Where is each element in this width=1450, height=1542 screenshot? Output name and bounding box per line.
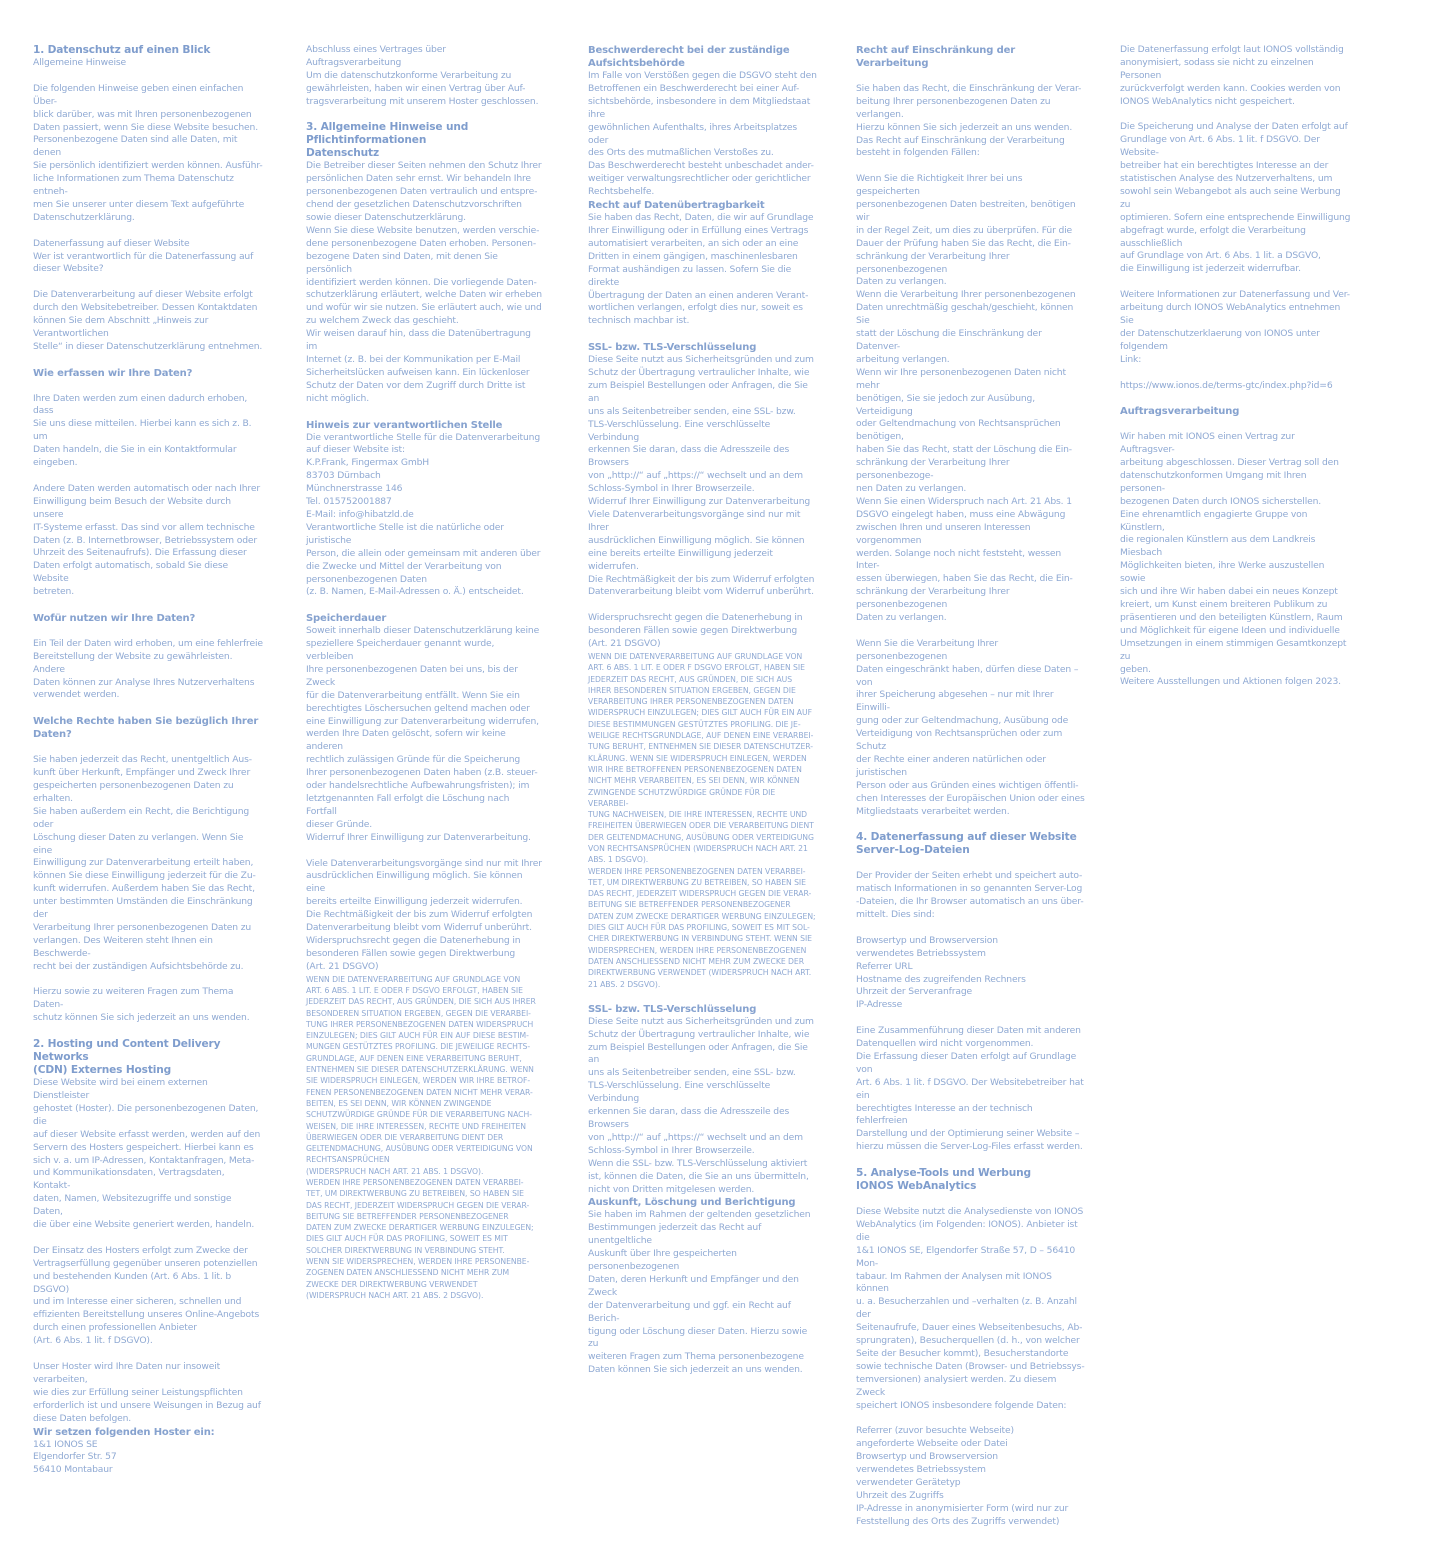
hoster-address: 1&1 IONOS SE Elgendorfer Str. 57 56410 Montabaur [33, 1438, 117, 1476]
paragraph: Soweit innerhalb dieser Datenschutzerklärung keine speziellere Speicherdauer genannt wurde, verbleiben Ihre personenbezogenen Daten bei uns, bis der Zweck für die Datenverarbeitung entfällt. Wenn Sie ein berechtigtes Löschersuchen geltend machen oder eine Einwilligung zur Datenverarbeitung widerrufen, werden Ihre Daten gelöscht, sofern wir keine anderen rechtlich zulässigen Gründe für die Speicherung Ihrer personenbezogenen Daten haben (z.B. steuer- oder handelsrechtliche Aufbewahrungsfristen); im letztgenannten Fall erfolgt die Löschung nach Fortfall dieser Gründe. Widerruf Ihrer Einwilligung zur Datenverarbeitung. [306, 625, 540, 843]
paragraph: Die Datenerfassung erfolgt laut IONOS vollständig anonymisiert, sodass sie nicht zu einzelnen Personen zurückverfolgt werden kann. Cookies werden von IONOS WebAnalytics nicht gespeichert. [1120, 44, 1344, 107]
subsection-heading: Recht auf Einschränkung der Verarbeitung [856, 45, 1016, 69]
analytics-data-list: Referrer (zuvor besuchte Webseite) angeforderte Webseite oder Datei Browsertyp und Browserversion verwendetes Betriebssystem verwendeter Gerätetyp Uhrzeit des Zugriffs IP-Adresse in anonymisierter Form (wird nur zur Feststellung des Orts des Zugriffs verwendet) [856, 1425, 1069, 1527]
section-heading: 3. Allgemeine Hinweise und Pflichtinformationen Datenschutz [306, 121, 469, 160]
ionos-terms-link[interactable]: https://www.ionos.de/terms-gtc/index.php?id=6 [1120, 379, 1333, 391]
section-heading: 5. Analyse-Tools und Werbung IONOS WebAnalytics [856, 1167, 1031, 1193]
contact-paragraph: Die verantwortliche Stelle für die Datenverarbeitung auf dieser Website ist: K.P.Frank, Fingermax GmbH 83703 Dürnbach Münchnerstrasse 146 Tel. 015752001887 E-Mail: info@hibatzld.de Verantwortliche Stelle ist die natürliche oder juristische Person, die allein oder gemeinsam mit anderen über die Zwecke und Mittel der Verarbeitung von personenbezogenen Daten (z. B. Namen, E-Mail-Adressen o. Ä.) entscheidet. [306, 431, 541, 598]
paragraph: Sie haben jederzeit das Recht, unentgeltlich Aus- kunft über Herkunft, Empfänger und Zweck Ihrer gespeicherten personenbezogenen Daten zu erhalten. Sie haben außerdem ein Recht, die Berichtigung oder Löschung dieser Daten zu verlangen. Wenn Sie eine Einwilligung zur Datenverarbeitung erteilt haben, können Sie diese Einwilligung jederzeit für die Zu- kunft widerrufen. Außerdem haben Sie das Recht, unter bestimmten Umständen die Einschränkung der Verarbeitung Ihrer personenbezogenen Daten zu verlangen. Des Weiteren steht Ihnen ein Beschwerde- recht bei der zuständigen Aufsichtsbehörde zu. [33, 754, 256, 972]
paragraph: Datenerfassung auf dieser Website Wer ist verantwortlich für die Datenerfassung auf dieser Website? [33, 237, 254, 275]
paragraph: Sie haben im Rahmen der geltenden gesetzlichen Bestimmungen jederzeit das Recht auf unentgeltliche Auskunft über Ihre gespeicherten personenbezogenen Daten, deren Herkunft und Empfänger und den Zweck der Datenverarbeitung und ggf. ein Recht auf Berich- tigung oder Löschung dieser Daten. Hierzu sowie zu weiteren Fragen zum Thema personenbezogene Daten können Sie sich jederzeit an uns wenden. [588, 1209, 811, 1376]
subsection-heading: Wofür nutzen wir Ihre Daten? [33, 612, 196, 624]
column-1 [33, 44, 263, 1490]
paragraph: Die Betreiber dieser Seiten nehmen den Schutz Ihrer persönlichen Daten sehr ernst. Wir behandeln Ihre personenbezogenen Daten vertraulich und entspre- chend der gesetzlichen Datenschutzvorschriften sowie dieser Datenschutzerklärung. Wenn Sie diese Website benutzen, werden verschie- dene personenbezogene Daten erhoben. Personen- bezogene Daten sind Daten, mit denen Sie persönlich identifiziert werden können. Die vorliegende Daten- schutzerklärung erläutert, welche Daten wir erheben und wofür wir sie nutzen. Sie erläutert auch, wie und zu welchem Zweck das geschieht. Wir weisen darauf hin, dass die Datenübertragung im Internet (z. B. bei der Kommunikation per E-Mail Sicherheitslücken aufweisen kann. Ein lückenloser Schutz der Daten vor dem Zugriff durch Dritte ist nicht möglich. [306, 160, 542, 404]
paragraph: Wenn Sie die Richtigkeit Ihrer bei uns gespeicherten personenbezogenen Daten bestreiten, benötigen wir in der Regel Zeit, um dies zu überprüfen. Für die Dauer der Prüfung haben Sie das Recht, die Ein- schränkung der Verarbeitung Ihrer personenbezogenen Daten zu verlangen. Wenn die Verarbeitung Ihrer personenbezogenen Daten unrechtmäßig geschah/geschieht, können Sie statt der Löschung die Einschränkung der Datenver- arbeitung verlangen. Wenn wir Ihre personenbezogenen Daten nicht mehr benötigen, Sie sie jedoch zur Ausübung, Verteidigung oder Geltendmachung von Rechtsansprüchen benötigen, haben Sie das Recht, statt der Löschung die Ein- schränkung der Verarbeitung Ihrer personenbezoge- nen Daten zu verlangen. Wenn Sie einen Widerspruch nach Art. 21 Abs. 1 DSGVO eingelegt haben, muss eine Abwägung zwischen Ihren und unseren Interessen vorgenommen werden. Solange noch nicht feststeht, wessen Inter- essen überwiegen, haben Sie das Recht, die Ein- schränkung der Verarbeitung Ihrer personenbezogenen Daten zu verlangen. [856, 173, 1076, 624]
subheading-text: Allgemeine Hinweise [33, 57, 127, 68]
subsection-heading: Wir setzen folgenden Hoster ein: [33, 1426, 215, 1438]
column-2 [306, 44, 542, 1314]
paragraph: Andere Daten werden automatisch oder nach Ihrer Einwilligung beim Besuch der Website durch unsere IT-Systeme erfasst. Das sind vor allem technische Daten (z. B. Internetbrowser, Betriebssystem oder Uhrzeit des Seitenaufrufs). Die Erfassung dieser Daten erfolgt automatisch, sobald Sie diese Website betreten. [33, 482, 260, 598]
paragraph: Im Falle von Verstößen gegen die DSGVO steht den Betroffenen ein Beschwerderecht bei einer Auf- sichtsbehörde, insbesondere in dem Mitgliedstaat ihre gewöhnlichen Aufenthalts, ihres Arbeitsplatzes oder des Orts des mutmaßlichen Verstoßes zu. Das Beschwerderecht besteht unbeschadet ander- weitiger verwaltungsrechtlicher oder gerichtlicher Rechtsbehelfe. [588, 70, 817, 198]
subsection-heading: Speicherdauer [306, 613, 387, 625]
paragraph: Sie haben das Recht, die Einschränkung der Verar- beitung Ihrer personenbezogenen Daten zu verlangen. Hierzu können Sie sich jederzeit an uns wenden. Das Recht auf Einschränkung der Verarbeitung besteht in folgenden Fällen: [856, 82, 1082, 159]
log-data-list: Browsertyp und Browserversion verwendetes Betriebssystem Referrer URL Hostname des zugreifenden Rechners Uhrzeit der Serveranfrage IP-Adresse [856, 934, 1026, 1011]
paragraph: Diese Seite nutzt aus Sicherheitsgründen und zum Schutz der Übertragung vertraulicher Inhalte, wie zum Beispiel Bestellungen oder Anfragen, die Sie an uns als Seitenbetreiber senden, eine SSL- bzw. TLS-Verschlüsselung. Eine verschlüsselte Verbindung erkennen Sie daran, dass die Adresszeile des Browsers von „http://“ auf „https://“ wechselt und an dem Schloss-Symbol in Ihrer Browserzeile. Widerruf Ihrer Einwilligung zur Datenverarbeitung Viele Datenverarbeitungsvorgänge sind nur mit Ihrer ausdrücklichen Einwilligung möglich. Sie können eine bereits erteilte Einwilligung jederzeit widerrufen. Die Rechtmäßigkeit der bis zum Widerruf erfolgten Datenverarbeitung bleibt vom Widerruf unberührt. [588, 354, 815, 598]
paragraph: Weitere Informationen zur Datenerfassung und Ver- arbeitung durch IONOS WebAnalytics entnehmen Sie der Datenschutzerklaerung von IONOS unter folgendem Link: [1120, 289, 1350, 365]
paragraph: Die folgenden Hinweise geben einen einfachen Über- blick darüber, was mit Ihren personenbezogenen Daten passiert, wenn Sie diese Website besuchen. Personenbezogene Daten sind alle Daten, mit denen Sie persönlich identifiziert werden können. Ausführ- liche Informationen zum Thema Datenschutz entneh- men Sie unserer unter diesem Text aufgeführte Datenschutzerklärung. [33, 82, 263, 223]
paragraph: Wenn Sie die Verarbeitung Ihrer personenbezogenen Daten eingeschränkt haben, dürfen diese Daten – von ihrer Speicherung abgesehen – nur mit Ihrer Einwilli- gung oder zur Geltendmachung, Ausübung ode Verteidigung von Rechtsansprüchen oder zum Schutz der Rechte einer anderen natürlichen oder juristischen Person oder aus Gründen eines wichtigen öffentli- chen Interesses der Europäischen Union oder eines Mitgliedstaats verarbeitet werden. [856, 637, 1085, 817]
subsection-heading: Auskunft, Löschung und Berichtigung [588, 1197, 796, 1209]
subsection-heading: Hinweis zur verantwortlichen Stelle [306, 419, 503, 431]
paragraph: Der Provider der Seiten erhebt und speichert auto- matisch Informationen in so genannten Server-Log -Dateien, die Ihr Browser automatisch an uns über- mittelt. Dies sind: [856, 870, 1084, 921]
section-heading: 2. Hosting und Content Delivery Networks (CDN) Externes Hosting [33, 1038, 221, 1077]
legal-caps-paragraph: WENN DIE DATENVERARBEITUNG AUF GRUNDLAGE VON ART. 6 ABS. 1 LIT. E ODER F DSGVO ERFOLGT, HABEN SIE JEDERZEIT DAS RECHT, AUS GRÜNDEN, DIE SICH AUS IHRER BESONDEREN SITUATION ERGEBEN, GEGEN DIE VERARBEITUNG IHRER PERSONENBEZOGENEN DATEN WIDERSPRUCH EINZULEGEN; DIES GILT AUCH FÜR EIN AUF DIESE BESTIMMUNGEN GESTÜTZTES PROFILING. DIE JE- WEILIGE RECHTSGRUNDLAGE, AUF DENEN EINE VERARBEI- TUNG BERUHT, ENTNEHMEN SIE DIESER DATENSCHUTZER- KLÄRUNG. WENN SIE WIDERSPRUCH EINLEGEN, WERDEN WIR IHRE BETROFFENEN PERSONENBEZOGENEN DATEN NICHT MEHR VERARBEITEN, ES SEI DENN, WIR KÖNNEN ZWINGENDE SCHUTZWÜRDIGE GRÜNDE FÜR DIE VERARBEI- TUNG NACHWEISEN, DIE IHRE INTERESSEN, RECHTE UND FREIHEITEN ÜBERWIEGEN ODER DIE VERARBEITUNG DIENT DER GELTENDMACHUNG, AUSÜBUNG ODER VERTEIDIGUNG VON RECHTSANSPRÜCHEN (WIDERSPRUCH NACH ART. 21 ABS. 1 DSGVO). WERDEN IHRE PERSONENBEZOGENEN DATEN VERARBEI- TET, UM DIREKTWERBUNG ZU BETREIBEN, SO HABEN SIE DAS RECHT, JEDERZEIT WIDERSPRUCH GEGEN DIE VERAR- BEITUNG SIE BETREFFENDER PERSONENBEZOGENER DATEN ZUM ZWECKE DERARTIGER WERBUNG EINZULEGEN; DIES GILT AUCH FÜR DAS PROFILING, SOWEIT ES MIT SOL- CHER DIREKTWERBUNG IN VERBINDUNG STEHT. WENN SIE WIDERSPRECHEN, WERDEN IHRE PERSONENBEZOGENEN DATEN ANSCHLIESSEND NICHT MEHR ZUM ZWECKE DER DIREKTWERBUNG VERWENDET (WIDERSPRUCH NACH ART. 21 ABS. 2 DSGVO). [588, 651, 816, 989]
paragraph: Diese Seite nutzt aus Sicherheitsgründen und zum Schutz der Übertragung vertraulicher Inhalte, wie zum Beispiel Bestellungen oder Anfragen, die Sie an uns als Seitenbetreiber senden, eine SSL- bzw. TLS-Verschlüsselung. Eine verschlüsselte Verbindung erkennen Sie daran, dass die Adresszeile des Browsers von „http://“ auf „https://“ wechselt und an dem Schloss-Symbol in Ihrer Browserzeile. Wenn die SSL- bzw. TLS-Verschlüsselung aktiviert ist, können die Daten, die Sie an uns übermitteln, nicht von Dritten mitgelesen werden. [588, 1015, 814, 1195]
paragraph: Eine Zusammenführung dieser Daten mit anderen Datenquellen wird nicht vorgenommen. Die Erfassung dieser Daten erfolgt auf Grundlage von Art. 6 Abs. 1 lit. f DSGVO. Der Websitebetreiber hat ein berechtigtes Interesse an der technisch fehlerfreien Darstellung und der Optimierung seiner Website – hierzu müssen die Server-Log-Files erfasst werden. [856, 1025, 1084, 1153]
paragraph: Unser Hoster wird Ihre Daten nur insoweit verarbeiten, wie dies zur Erfüllung seiner Leistungspflichten erforderlich ist und unsere Weisungen in Bezug auf diese Daten befolgen. [33, 1360, 261, 1424]
paragraph: Widerspruchsrecht gegen die Datenerhebung in besonderen Fällen sowie gegen Direktwerbung (Art. 21 DSGVO) [588, 612, 803, 650]
paragraph: Viele Datenverarbeitungsvorgänge sind nur mit Ihrer ausdrücklichen Einwilligung möglich. Sie können eine bereits erteilte Einwilligung jederzeit widerrufen. Die Rechtmäßigkeit der bis zum Widerruf erfolgten Datenverarbeitung bleibt vom Widerruf unberührt. Widerspruchsrecht gegen die Datenerhebung in besonderen Fällen sowie gegen Direktwerbung (Art. 21 DSGVO) [306, 857, 542, 972]
legal-caps-paragraph: WENN DIE DATENVERARBEITUNG AUF GRUNDLAGE VON ART. 6 ABS. 1 LIT. E ODER F DSGVO ERFOLGT, HABEN SIE JEDERZEIT DAS RECHT, AUS GRÜNDEN, DIE SICH AUS IHRER BESONDEREN SITUATION ERGEBEN, GEGEN DIE VERARBEI- TUNG IHRER PERSONENBEZOGENEN DATEN WIDERSPRUCH EINZULEGEN; DIES GILT AUCH FÜR EIN AUF DIESE BESTIM- MUNGEN GESTÜTZTES PROFILING. DIE JEWEILIGE RECHTS- GRUNDLAGE, AUF DENEN EINE VERARBEITUNG BERUHT, ENTNEHMEN SIE DIESER DATENSCHUTZERKLÄRUNG. WENN SIE WIDERSPRUCH EINLEGEN, WERDEN WIR IHRE BETROF- FENEN PERSONENBEZOGENEN DATEN NICHT MEHR VERAR- BEITEN, ES SEI DENN, WIR KÖNNEN ZWINGENDE SCHUTZWÜRDIGE GRÜNDE FÜR DIE VERARBEITUNG NACH- WEISEN, DIE IHRE INTERESSEN, RECHTE UND FREIHEITEN ÜBERWIEGEN ODER DIE VERARBEITUNG DIENT DER GELTENDMACHUNG, AUSÜBUNG ODER VERTEIDIGUNG VON RECHTSANSPRÜCHEN (WIDERSPRUCH NACH ART. 21 ABS. 1 DSGVO). WERDEN IHRE PERSONENBEZOGENEN DATEN VERARBEI- TET, UM DIREKTWERBUNG ZU BETREIBEN, SO HABEN SIE DAS RECHT, JEDERZEIT WIDERSPRUCH GEGEN DIE VERAR- BEITUNG SIE BETREFFENDER PERSONENBEZOGENER DATEN ZUM ZWECKE DERARTIGER WERBUNG EINZULEGEN; DIES GILT AUCH FÜR DAS PROFILING, SOWEIT ES MIT SOLCHER DIREKTWERBUNG IN VERBINDUNG STEHT. WENN SIE WIDERSPRECHEN, WERDEN IHRE PERSONENBE- ZOGENEN DATEN ANSCHLIESSEND NICHT MEHR ZUM ZWECKE DER DIREKTWERBUNG VERWENDET (WIDERSPRUCH NACH ART. 21 ABS. 2 DSGVO). [306, 974, 536, 1300]
column-3 [588, 44, 818, 1390]
subsection-heading: Auftragsverarbeitung [1120, 406, 1240, 418]
paragraph: Hierzu sowie zu weiteren Fragen zum Thema Daten- schutz können Sie sich jederzeit an uns wenden. [33, 986, 250, 1024]
subsection-heading: SSL- bzw. TLS-Verschlüsselung [588, 1003, 757, 1015]
subsection-heading: Beschwerderecht bei der zuständige Aufsichtsbehörde [588, 45, 790, 69]
paragraph: Abschluss eines Vertrages über Auftragsverarbeitung Um die datenschutzkonforme Verarbeitung zu gewährleisten, haben wir einen Vertrag über Auf- tragsverarbeitung mit unserem Hoster geschlossen. [306, 44, 539, 107]
paragraph: Diese Website wird bei einem externen Dienstleister gehostet (Hoster). Die personenbezogenen Daten, die auf dieser Website erfasst werden, werden auf den Servern des Hosters gespeichert. Hierbei kann es sich v. a. um IP-Adressen, Kontaktanfragen, Meta- und Kommunikationsdaten, Vertragsdaten, Kontakt- daten, Namen, Websitezugriffe und sonstige Daten, die über eine Website generiert werden, handeln. [33, 1077, 261, 1231]
paragraph: Diese Website nutzt die Analysedienste von IONOS WebAnalytics (im Folgenden: IONOS). Anbieter ist die 1&1 IONOS SE, Elgendorfer Straße 57, D – 56410 Mon- tabaur. Im Rahmen der Analysen mit IONOS können u. a. Besucherzahlen und –verhalten (z. B. Anzahl der Seitenaufrufe, Dauer eines Webseitenbesuchs, Ab- sprungraten), Besucherquellen (d. h., von welcher Seite der Besucher kommt), Besucherstandorte sowie technische Daten (Browser- und Betriebssys- temversionen) analysiert werden. Zu diesem Zweck speichert IONOS insbesondere folgende Daten: [856, 1205, 1085, 1411]
column-5 [1120, 44, 1352, 702]
paragraph: Wir haben mit IONOS einen Vertrag zur Auftragsver- arbeitung abgeschlossen. Dieser Vertrag soll den datenschutzkonformen Umgang mit Ihren personen- bezogenen Daten durch IONOS sicherstellen. Eine ehrenamtlich engagierte Gruppe von Künstlern, die regionalen Künstlern aus dem Landkreis Miesbach Möglichkeiten bieten, ihre Werke auszustellen sowie sich und ihre Wir haben dabei ein neues Konzept kreiert, um Kunst einem breiteren Publikum zu präsentieren und den beteiligten Künstlern, Raum und Möglichkeit für eigene Ideen und individuelle Umsetzungen in einem stimmigen Gesamtkonzept zu geben. Weitere Ausstellungen und Aktionen folgen 2023. [1120, 431, 1347, 688]
paragraph: Die Datenverarbeitung auf dieser Website erfolgt durch den Websitebetreiber. Dessen Kontaktdaten können Sie dem Abschnitt „Hinweis zur Verantwortlichen Stelle“ in dieser Datenschutzerklärung entnehmen. [33, 289, 263, 352]
paragraph: Ihre Daten werden zum einen dadurch erhoben, dass Sie uns diese mitteilen. Hierbei kann es sich z. B. um Daten handeln, die Sie in ein Kontaktformular eingeben. [33, 392, 252, 469]
paragraph: Die Speicherung und Analyse der Daten erfolgt auf Grundlage von Art. 6 Abs. 1 lit. f DSGVO. Der Website- betreiber hat ein berechtigtes Interesse an der statistischen Analyse des Nutzerverhaltens, um sowohl sein Webangebot als auch seine Werbung zu optimieren. Sofern eine entsprechende Einwilligung abgefragt wurde, erfolgt die Verarbeitung ausschließlich auf Grundlage von Art. 6 Abs. 1 lit. a DSGVO, die Einwilligung ist jederzeit widerrufbar. [1120, 121, 1351, 275]
subsection-heading: SSL- bzw. TLS-Verschlüsselung [588, 342, 757, 354]
paragraph: Sie haben das Recht, Daten, die wir auf Grundlage Ihrer Einwilligung oder in Erfüllung eines Vertrags automatisiert verarbeiten, an sich oder an eine Dritten in einem gängigen, maschinenlesbaren Format aushändigen zu lassen. Sofern Sie die direkte Übertragung der Daten an einen anderen Verant- wortlichen verlangen, erfolgt dies nur, soweit es technisch machbar ist. [588, 212, 814, 327]
subsection-heading: Wie erfassen wir Ihre Daten? [33, 367, 193, 379]
section-heading: 4. Datenerfassung auf dieser Website Server-Log-Dateien [856, 831, 1077, 857]
paragraph: Ein Teil der Daten wird erhoben, um eine fehlerfreie Bereitstellung der Website zu gewährleisten. Andere Daten können zur Analyse Ihres Nutzerverhaltens verwendet werden. [33, 637, 263, 701]
subsection-heading: Recht auf Datenübertragbarkeit [588, 200, 765, 212]
section-heading: 1. Datenschutz auf einen Blick [33, 44, 211, 56]
column-4 [856, 44, 1086, 1542]
paragraph: Der Einsatz des Hosters erfolgt zum Zwecke der Vertragserfüllung gegenüber unseren potenziellen und bestehenden Kunden (Art. 6 Abs. 1 lit. b DSGVO) und im Interesse einer sicheren, schnellen und effizienten Bereitstellung unseres Online-Angebots durch einen professionellen Anbieter (Art. 6 Abs. 1 lit. f DSGVO). [33, 1244, 260, 1347]
subsection-heading: Welche Rechte haben Sie bezüglich Ihrer Daten? [33, 716, 259, 741]
